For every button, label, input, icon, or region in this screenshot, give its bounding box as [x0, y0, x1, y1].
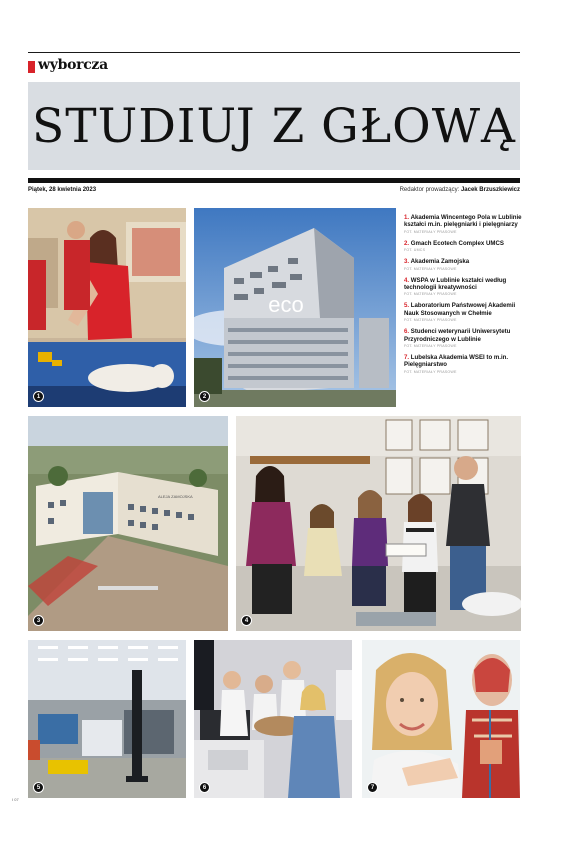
- caption-source: FOT. MATERIAŁY PRASOWE: [404, 266, 457, 271]
- caption-number: 5.: [404, 302, 410, 310]
- caption-text: Akademia Wincentego Pola w Lublinie kształci m.in. pielęgniarki i pielęgniarzy: [404, 214, 522, 229]
- photo-number-badge: 3: [33, 615, 44, 626]
- photo-captions: [404, 214, 522, 380]
- photo-5-laboratory: [28, 640, 186, 798]
- caption-number: 6.: [404, 328, 410, 336]
- photo-1-cpr-training: [28, 208, 186, 407]
- photo-3-akademia-zamojska: [28, 416, 228, 631]
- photo-4-wspa-students: [236, 416, 521, 631]
- photo-6-illustration: [194, 640, 352, 798]
- photo-1-illustration: [28, 208, 186, 407]
- caption-number: 1.: [404, 214, 410, 221]
- masthead-rule: [28, 178, 520, 183]
- page-folio: I 07: [12, 797, 19, 802]
- brand-logo: wyborcza: [38, 57, 108, 73]
- caption-item: [404, 328, 522, 348]
- photo-number-badge: 5: [33, 782, 44, 793]
- caption-source: FOT. MATERIAŁY PRASOWE: [404, 292, 457, 297]
- caption-source: FOT. MATERIAŁY PRASOWE: [404, 344, 457, 349]
- editor-name: Jacek Brzuszkiewicz: [460, 187, 520, 193]
- caption-source: FOT. MATERIAŁY PRASOWE: [404, 229, 457, 234]
- photo-6-veterinary-students: [194, 640, 352, 798]
- editor-credit: [400, 187, 520, 193]
- caption-item: [404, 240, 522, 252]
- caption-text: Akademia Zamojska: [410, 258, 470, 266]
- caption-number: 7.: [404, 354, 410, 362]
- top-rule: [28, 52, 520, 53]
- caption-text: Gmach Ecotech Complex UMCS: [410, 239, 504, 247]
- photo-2-ecotech-building: [194, 208, 396, 407]
- photo-7-nursing-student: [362, 640, 520, 798]
- caption-item: [404, 214, 522, 234]
- photo-number-badge: 2: [199, 391, 210, 402]
- page-title: STUDIUJ Z GŁOWĄ: [32, 98, 516, 154]
- caption-text: Laboratorium Państwowej Akademii Nauk Stosowanych w Chełmie: [404, 302, 516, 317]
- caption-source: FOT. MATERIAŁY PRASOWE: [404, 369, 457, 374]
- photo-number-badge: 4: [241, 615, 252, 626]
- photo-3-illustration: [28, 416, 228, 631]
- issue-date: Piątek, 28 kwietnia 2023: [28, 187, 97, 193]
- caption-source: FOT. MATERIAŁY PRASOWE: [404, 318, 457, 323]
- caption-number: 2.: [404, 239, 410, 247]
- brand-mark: [28, 61, 35, 73]
- caption-item: [404, 277, 522, 297]
- photo-number-badge: 7: [367, 782, 378, 793]
- caption-text: Lubelska Akademia WSEI to m.in. Pielęgniarstwo: [404, 354, 509, 369]
- photo-number-badge: 1: [33, 391, 44, 402]
- caption-item: [404, 354, 522, 374]
- photo-number-badge: 6: [199, 782, 210, 793]
- photo-2-illustration: [194, 208, 396, 407]
- caption-number: 4.: [404, 276, 410, 284]
- caption-text: WSPA w Lublinie kształci według technologii kreatywności: [404, 276, 507, 292]
- building-sign: eco: [268, 292, 304, 317]
- photo-4-illustration: [236, 416, 521, 631]
- caption-source: FOT. UMCS: [404, 248, 426, 253]
- caption-number: 3.: [404, 258, 410, 266]
- editor-label: Redaktor prowadzący:: [399, 187, 460, 193]
- caption-text: Studenci weterynarii Uniwersytetu Przyrodniczego w Lublinie: [404, 328, 511, 343]
- photo-5-illustration: [28, 640, 186, 798]
- caption-item: [404, 258, 522, 270]
- building-sign: ALEJA ZAMOJSKA: [158, 494, 193, 499]
- photo-7-illustration: [362, 640, 520, 798]
- caption-item: [404, 302, 522, 322]
